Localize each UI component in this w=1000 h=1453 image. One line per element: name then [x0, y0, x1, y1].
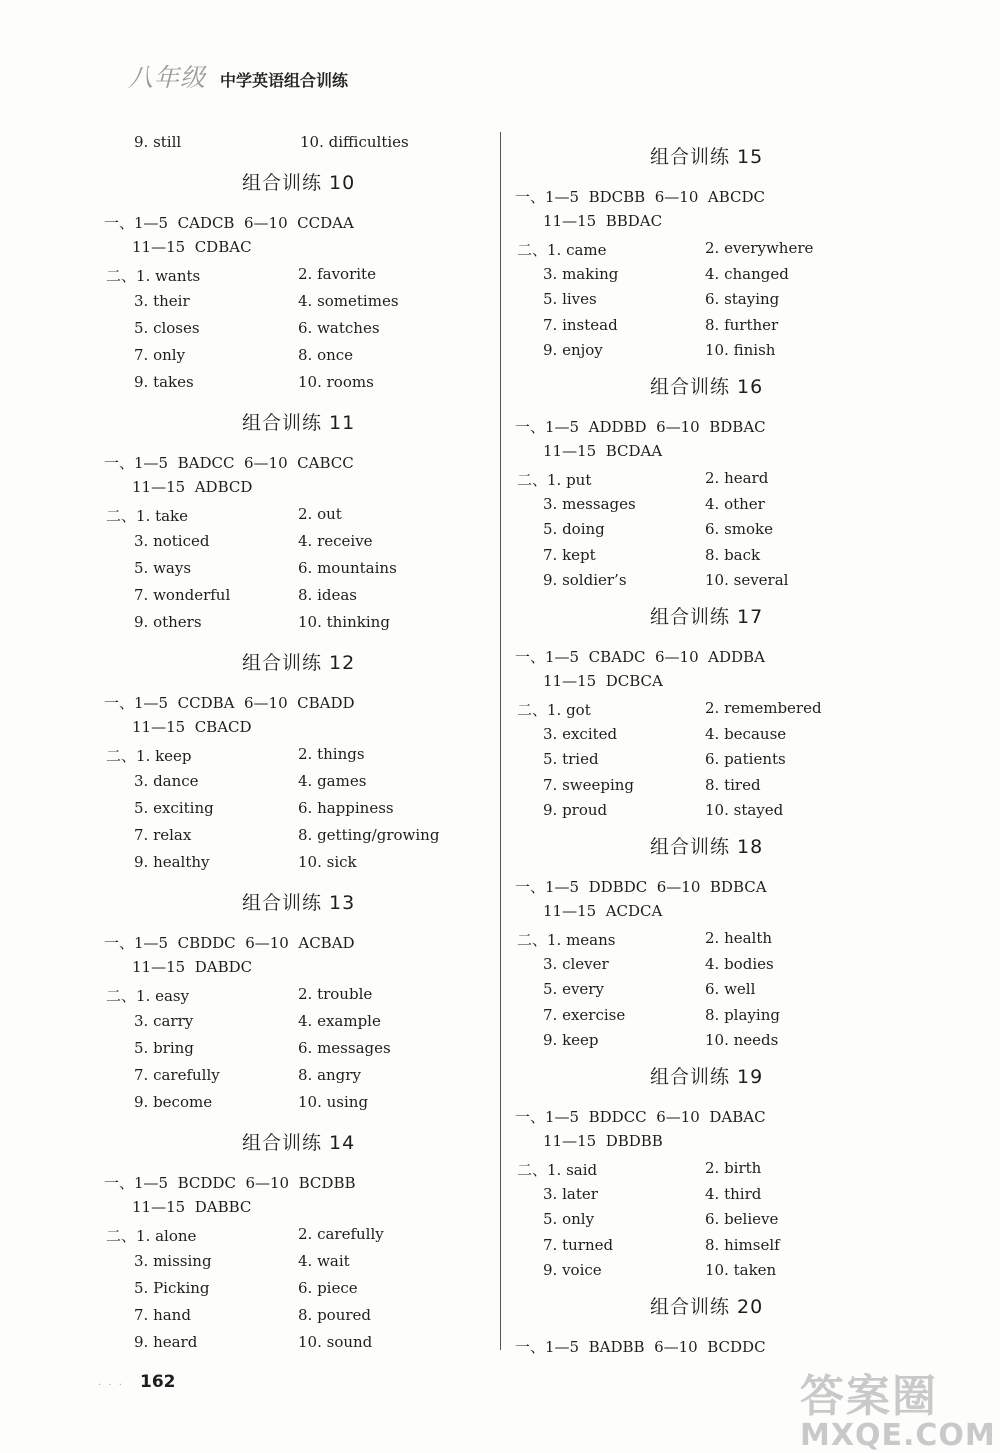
fill-in-answer: 二、1. take [106, 507, 189, 525]
fill-in-answer: 10. using [298, 1093, 369, 1111]
fill-in-answer: 9. takes [134, 373, 194, 391]
fill-in-answer: 7. hand [134, 1306, 191, 1324]
fill-in-answer: 二、1. easy [106, 987, 190, 1005]
fill-in-answer: 10. finish [705, 341, 776, 359]
fill-in-answer: 6. staying [705, 290, 780, 308]
multiple-choice-answers-cont: 11—15 DBDBB [543, 1132, 663, 1150]
multiple-choice-answers: 一、1—5 BDCBB 6—10 ABCDC [515, 188, 766, 206]
fill-in-answer: 5. doing [543, 520, 605, 538]
fill-in-answer: 4. because [705, 724, 787, 743]
book-title: 中学英语组合训练 [220, 71, 349, 90]
fill-in-answer: 5. lives [543, 290, 597, 308]
fill-in-answer: 8. back [705, 545, 761, 564]
fill-in-answer: 7. only [134, 346, 186, 364]
multiple-choice-answers: 一、1—5 BADBB 6—10 BCDDC [515, 1338, 766, 1356]
column-divider [500, 132, 501, 1350]
multiple-choice-answers: 一、1—5 ADDBD 6—10 BDBAC [515, 418, 766, 436]
fill-in-answer: 4. receive [298, 532, 373, 550]
fill-in-answer: 9. voice [543, 1261, 602, 1279]
multiple-choice-answers: 一、1—5 CBADC 6—10 ADDBA [515, 648, 765, 666]
fill-in-answer: 9. keep [543, 1031, 599, 1049]
multiple-choice-answers-cont: 11—15 DCBCA [543, 672, 663, 690]
fill-in-answer: 二、1. keep [106, 747, 192, 765]
multiple-choice-answers: 一、1—5 BCDDC 6—10 BCDBB [104, 1174, 356, 1192]
section-title: 组合训练 18 [650, 836, 764, 858]
multiple-choice-answers-cont: 11—15 DABBC [132, 1198, 252, 1216]
fill-in-answer: 二、1. means [517, 931, 616, 949]
fill-in-answer: 2. carefully [298, 1225, 384, 1243]
fill-in-answer: 5. exciting [134, 799, 214, 817]
multiple-choice-answers-cont: 11—15 BBDAC [543, 212, 663, 230]
multiple-choice-answers: 一、1—5 CCDBA 6—10 CBADD [104, 694, 355, 712]
multiple-choice-answers: 一、1—5 CBDDC 6—10 ACBAD [104, 934, 355, 952]
fill-in-answer: 10. sick [298, 853, 357, 871]
fill-in-answer: 2. out [298, 505, 342, 523]
fill-in-answer: 8. getting/growing [298, 826, 440, 844]
fill-in-answer: 6. piece [298, 1279, 358, 1297]
fill-in-answer: 8. ideas [298, 586, 357, 604]
fill-in-answer: 8. playing [705, 1005, 780, 1024]
multiple-choice-answers-cont: 11—15 BCDAA [543, 442, 663, 460]
fill-in-answer: 4. third [705, 1184, 762, 1203]
fill-in-answer: 5. every [543, 980, 604, 998]
fill-in-answer: 8. angry [298, 1066, 361, 1084]
fill-in-answer: 8. once [298, 346, 354, 364]
page-header [128, 58, 348, 94]
fill-in-answer: 4. bodies [705, 954, 774, 973]
fill-in-answer: 4. example [298, 1012, 381, 1030]
fill-in-answer: 10. several [705, 571, 789, 589]
fill-in-answer: 二、1. alone [106, 1227, 197, 1245]
fill-in-answer: 3. making [543, 264, 619, 283]
fill-in-answer: 6. watches [298, 319, 380, 337]
fill-in-answer: 3. their [134, 292, 190, 310]
fill-in-answer: 9. others [134, 613, 202, 631]
fill-in-answer: 10. stayed [705, 801, 784, 819]
section-title: 组合训练 14 [242, 1132, 356, 1154]
fill-in-answer: 10. needs [705, 1031, 779, 1049]
multiple-choice-answers-cont: 11—15 CDBAC [132, 238, 252, 256]
fill-in-answer: 9. proud [543, 801, 608, 819]
fill-in-answer: 二、1. put [517, 471, 592, 489]
answer-10: 10. difficulties [300, 133, 409, 151]
fill-in-answer: 9. soldier’s [543, 571, 627, 589]
fill-in-answer: 4. sometimes [298, 292, 399, 310]
fill-in-answer: 3. later [543, 1184, 598, 1203]
fill-in-answer: 2. trouble [298, 985, 373, 1003]
fill-in-answer: 9. become [134, 1093, 213, 1111]
fill-in-answer: 8. himself [705, 1235, 780, 1254]
section-title: 组合训练 20 [650, 1296, 764, 1318]
multiple-choice-answers-cont: 11—15 DABDC [132, 958, 253, 976]
multiple-choice-answers-cont: 11—15 ADBCD [132, 478, 253, 496]
section-title: 组合训练 10 [242, 172, 356, 194]
fill-in-answer: 10. thinking [298, 613, 390, 631]
fill-in-answer: 9. healthy [134, 853, 210, 871]
fill-in-answer: 3. messages [543, 494, 636, 513]
page-number: 162 [140, 1372, 176, 1392]
fill-in-answer: 8. further [705, 315, 779, 334]
section-title: 组合训练 12 [242, 652, 356, 674]
fill-in-answer: 10. taken [705, 1261, 777, 1279]
fill-in-answer: 2. remembered [705, 699, 822, 717]
fill-in-answer: 9. enjoy [543, 341, 603, 359]
fill-in-answer: 3. noticed [134, 532, 210, 550]
section-title: 组合训练 15 [650, 146, 764, 168]
fill-in-answer: 7. carefully [134, 1066, 220, 1084]
fill-in-answer: 7. wonderful [134, 586, 231, 604]
fill-in-answer: 5. closes [134, 319, 200, 337]
fill-in-answer: 2. health [705, 929, 773, 947]
fill-in-answer: 2. birth [705, 1159, 762, 1177]
fill-in-answer: 二、1. wants [106, 267, 201, 285]
fill-in-answer: 6. well [705, 980, 756, 998]
fill-in-answer: 4. games [298, 772, 367, 790]
fill-in-answer: 8. poured [298, 1306, 372, 1324]
multiple-choice-answers: 一、1—5 BDDCC 6—10 DABAC [515, 1108, 766, 1126]
multiple-choice-answers-cont: 11—15 ACDCA [543, 902, 663, 920]
fill-in-answer: 6. believe [705, 1210, 779, 1228]
grade-label: 八年级 [128, 63, 207, 92]
fill-in-answer: 6. happiness [298, 799, 394, 817]
multiple-choice-answers-cont: 11—15 CBACD [132, 718, 252, 736]
fill-in-answer: 7. instead [543, 315, 618, 334]
section-title: 组合训练 16 [650, 376, 764, 398]
fill-in-answer: 3. excited [543, 724, 618, 743]
fill-in-answer: 2. everywhere [705, 239, 814, 257]
fill-in-answer: 二、1. came [517, 241, 607, 259]
fill-in-answer: 5. bring [134, 1039, 194, 1057]
answer-9: 9. still [134, 133, 182, 151]
fill-in-answer: 8. tired [705, 775, 761, 794]
multiple-choice-answers: 一、1—5 DDBDC 6—10 BDBCA [515, 878, 767, 896]
fill-in-answer: 二、1. got [517, 701, 591, 719]
section-title: 组合训练 19 [650, 1066, 764, 1088]
fill-in-answer: 2. favorite [298, 265, 376, 283]
fill-in-answer: 5. ways [134, 559, 192, 577]
fill-in-answer: 5. tried [543, 750, 599, 768]
fill-in-answer: 6. smoke [705, 520, 773, 538]
fill-in-answer: 4. other [705, 494, 765, 513]
fill-in-answer: 7. exercise [543, 1005, 626, 1024]
fill-in-answer: 7. sweeping [543, 775, 635, 794]
watermark-cn: 答案圈 [800, 1371, 938, 1422]
section-title: 组合训练 17 [650, 606, 764, 628]
watermark-logo [800, 1360, 996, 1453]
fill-in-answer: 3. carry [134, 1012, 194, 1030]
fill-in-answer: 7. kept [543, 545, 596, 564]
fill-in-answer: 7. relax [134, 826, 192, 844]
fill-in-answer: 二、1. said [517, 1161, 598, 1179]
fill-in-answer: 7. turned [543, 1235, 614, 1254]
multiple-choice-answers: 一、1—5 BADCC 6—10 CABCC [104, 454, 354, 472]
fill-in-answer: 9. heard [134, 1333, 198, 1351]
fill-in-answer: 3. clever [543, 954, 609, 973]
section-title: 组合训练 11 [242, 412, 356, 434]
section-title: 组合训练 13 [242, 892, 356, 914]
fill-in-answer: 4. wait [298, 1252, 350, 1270]
fill-in-answer: 2. things [298, 745, 365, 763]
fill-in-answer: 6. mountains [298, 559, 397, 577]
fill-in-answer: 6. patients [705, 750, 786, 768]
fill-in-answer: 10. sound [298, 1333, 373, 1351]
fill-in-answer: 2. heard [705, 469, 769, 487]
fill-in-answer: 4. changed [705, 264, 789, 283]
fill-in-answer: 5. Picking [134, 1279, 210, 1297]
watermark-url: MXQE.COM [800, 1418, 996, 1453]
fill-in-answer: 6. messages [298, 1039, 391, 1057]
fill-in-answer: 10. rooms [298, 373, 374, 391]
page-decoration: · · · [98, 1380, 124, 1391]
multiple-choice-answers: 一、1—5 CADCB 6—10 CCDAA [104, 214, 354, 232]
fill-in-answer: 5. only [543, 1210, 595, 1228]
fill-in-answer: 3. dance [134, 772, 199, 790]
fill-in-answer: 3. missing [134, 1252, 212, 1270]
